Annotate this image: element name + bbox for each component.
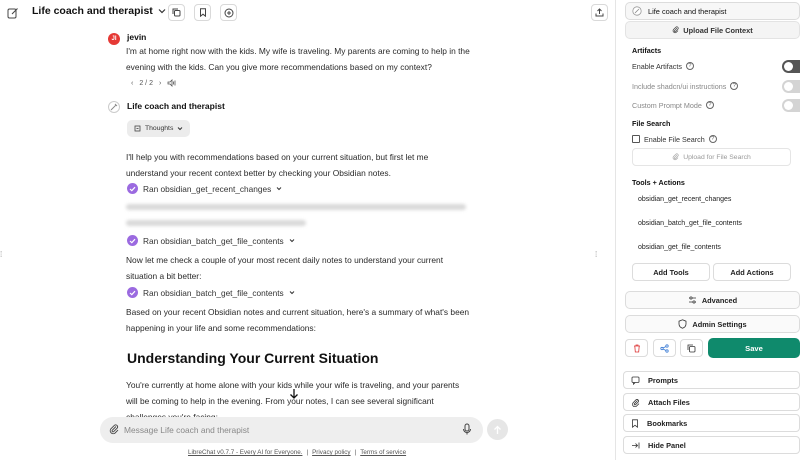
enable-file-search-checkbox[interactable] <box>632 135 640 143</box>
assistant-intro-line-1: I'll help you with recommendations based on your current situation, but first let me <box>126 152 429 162</box>
bookmark-icon <box>631 419 639 428</box>
tools-actions-title: Tools + Actions <box>632 178 685 187</box>
add-tools-button[interactable]: Add Tools <box>632 263 710 281</box>
duplicate-button[interactable] <box>680 339 703 357</box>
chevron-down-icon <box>158 8 166 14</box>
add-actions-button[interactable]: Add Actions <box>713 263 791 281</box>
page-indicator: 2 / 2 <box>139 79 153 87</box>
enable-file-search-label: Enable File Search <box>644 134 705 144</box>
tool-item[interactable]: obsidian_get_recent_changes <box>638 196 732 203</box>
agent-icon <box>632 6 642 16</box>
chevron-down-icon <box>289 238 295 243</box>
advanced-label: Advanced <box>701 295 738 305</box>
assistant-mid-line-1: Now let me check a couple of your most recent daily notes to understand your current <box>126 255 444 265</box>
hide-panel-label: Hide Panel <box>648 440 686 450</box>
assistant-mid-line-2: situation a bit better: <box>126 271 202 281</box>
include-shadcn-row <box>632 79 792 93</box>
model-selector[interactable] <box>32 5 166 17</box>
scroll-down-arrow-icon[interactable] <box>289 388 301 402</box>
terms-of-service-link[interactable]: Terms of service <box>360 449 407 456</box>
agent-builder-panel <box>615 0 800 460</box>
send-button[interactable] <box>487 419 508 440</box>
thoughts-toggle[interactable] <box>127 120 190 137</box>
attach-files-label: Attach Files <box>648 397 690 407</box>
tool-call-label: Ran obsidian_get_recent_changes <box>143 183 272 194</box>
help-icon[interactable]: ? <box>730 82 738 90</box>
tool-item[interactable]: obsidian_batch_get_file_contents <box>638 220 742 227</box>
upload-file-context-button[interactable] <box>625 21 800 39</box>
user-name: jevin <box>127 32 147 42</box>
footer-separator: | <box>354 449 357 456</box>
custom-prompt-mode-row <box>632 98 792 112</box>
assistant-intro-line-2: understand your recent context better by checking your Obsidian notes. <box>126 168 391 178</box>
share-agent-button[interactable] <box>653 339 676 357</box>
tool-item[interactable]: obsidian_get_file_contents <box>638 244 721 251</box>
bookmarks-label: Bookmarks <box>647 418 688 428</box>
panel-resize-handle[interactable]: ⁞ <box>595 250 598 259</box>
share-icon <box>660 344 669 353</box>
assistant-summary-line-2: happening in your life and some recommendations: <box>126 323 316 333</box>
top-bar <box>0 0 615 26</box>
chevron-down-icon <box>177 126 183 131</box>
tool-call-2[interactable] <box>127 235 295 246</box>
tool-call-1[interactable] <box>127 183 282 194</box>
model-name: Life coach and therapist <box>32 5 153 17</box>
left-resize-handle[interactable]: ⁞ <box>0 250 3 259</box>
user-message-line-2: evening with the kids. Can you give more recommendations based on my context? <box>126 62 432 72</box>
tool-call-label: Ran obsidian_batch_get_file_contents <box>143 235 284 246</box>
enable-file-search-row <box>632 132 792 146</box>
assistant-body-line-2: will be coming to help in the evening. From your notes, I can see several significant <box>126 396 434 406</box>
artifacts-title: Artifacts <box>632 46 662 55</box>
upload-file-search-button[interactable] <box>632 148 791 166</box>
blurred-text-line <box>126 204 466 210</box>
paperclip-icon <box>631 398 640 407</box>
arrow-right-to-line-icon <box>631 441 640 450</box>
assistant-summary-line-1: Based on your recent Obsidian notes and current situation, here's a summary of what's been <box>126 307 470 317</box>
chat-area <box>0 26 615 460</box>
new-chat-icon[interactable] <box>6 6 20 20</box>
prompts-label: Prompts <box>648 375 678 385</box>
help-icon[interactable]: ? <box>686 62 694 70</box>
hide-panel-button[interactable] <box>623 436 800 454</box>
sliders-icon <box>688 296 697 304</box>
delete-button[interactable] <box>625 339 648 357</box>
attach-files-button[interactable] <box>623 393 800 411</box>
tool-call-3[interactable] <box>127 287 295 298</box>
copy-icon <box>687 344 696 353</box>
assistant-name: Life coach and therapist <box>127 101 225 111</box>
agent-name: Life coach and therapist <box>648 6 727 16</box>
copy-conversation-button[interactable] <box>168 4 185 21</box>
enable-artifacts-label: Enable Artifacts <box>632 61 682 71</box>
speaker-icon[interactable] <box>167 79 176 87</box>
paperclip-icon <box>672 153 679 161</box>
help-icon[interactable]: ? <box>706 101 714 109</box>
include-shadcn-toggle[interactable] <box>782 80 800 93</box>
enable-artifacts-toggle[interactable] <box>782 60 800 73</box>
chevron-down-icon <box>276 186 282 191</box>
privacy-policy-link[interactable]: Privacy policy <box>312 449 351 456</box>
section-heading: Understanding Your Current Situation <box>127 350 379 366</box>
bookmark-button[interactable] <box>194 4 211 21</box>
advanced-button[interactable] <box>625 291 800 309</box>
lightbulb-icon <box>134 125 141 132</box>
message-composer <box>100 417 483 443</box>
microphone-icon[interactable] <box>462 423 475 436</box>
paperclip-icon[interactable] <box>108 423 121 436</box>
paperclip-icon <box>672 26 679 34</box>
tool-call-label: Ran obsidian_batch_get_file_contents <box>143 287 284 298</box>
user-avatar: JI <box>108 33 120 45</box>
upload-file-context-label: Upload File Context <box>683 25 753 35</box>
agent-selector[interactable] <box>625 2 800 20</box>
chevron-right-icon[interactable]: › <box>158 79 162 87</box>
check-icon <box>127 235 138 246</box>
new-item-button[interactable] <box>220 4 237 21</box>
help-icon[interactable]: ? <box>709 135 717 143</box>
assistant-body-line-1: You're currently at home alone with your kids while your wife is traveling, and your parents <box>126 380 460 390</box>
custom-prompt-mode-toggle[interactable] <box>782 99 800 112</box>
footer-separator: | <box>306 449 309 456</box>
message-input[interactable] <box>124 421 454 439</box>
message-pager <box>131 79 176 87</box>
footer <box>188 449 406 456</box>
enable-artifacts-row <box>632 59 792 73</box>
check-icon <box>127 183 138 194</box>
assistant-avatar <box>108 101 120 113</box>
chevron-left-icon[interactable]: ‹ <box>131 79 134 87</box>
save-button[interactable]: Save <box>708 338 800 358</box>
bookmarks-button[interactable] <box>623 414 800 432</box>
file-search-title: File Search <box>632 119 671 128</box>
version-link[interactable]: LibreChat v0.7.7 - Every AI for Everyone. <box>188 449 303 456</box>
message-square-icon <box>631 376 640 385</box>
include-shadcn-label: Include shadcn/ui instructions <box>632 81 727 91</box>
check-icon <box>127 287 138 298</box>
admin-settings-label: Admin Settings <box>692 319 747 329</box>
user-message-line-1: I'm at home right now with the kids. My wife is traveling. My parents are coming to help in the <box>126 46 470 56</box>
blurred-text-line <box>126 220 306 226</box>
chevron-down-icon <box>289 290 295 295</box>
prompts-button[interactable] <box>623 371 800 389</box>
share-button[interactable] <box>591 4 608 21</box>
upload-file-search-label: Upload for File Search <box>683 153 751 161</box>
thoughts-label: Thoughts <box>145 125 174 132</box>
custom-prompt-mode-label: Custom Prompt Mode <box>632 100 702 110</box>
shield-icon <box>678 319 687 329</box>
trash-icon <box>633 344 641 353</box>
admin-settings-button[interactable] <box>625 315 800 333</box>
